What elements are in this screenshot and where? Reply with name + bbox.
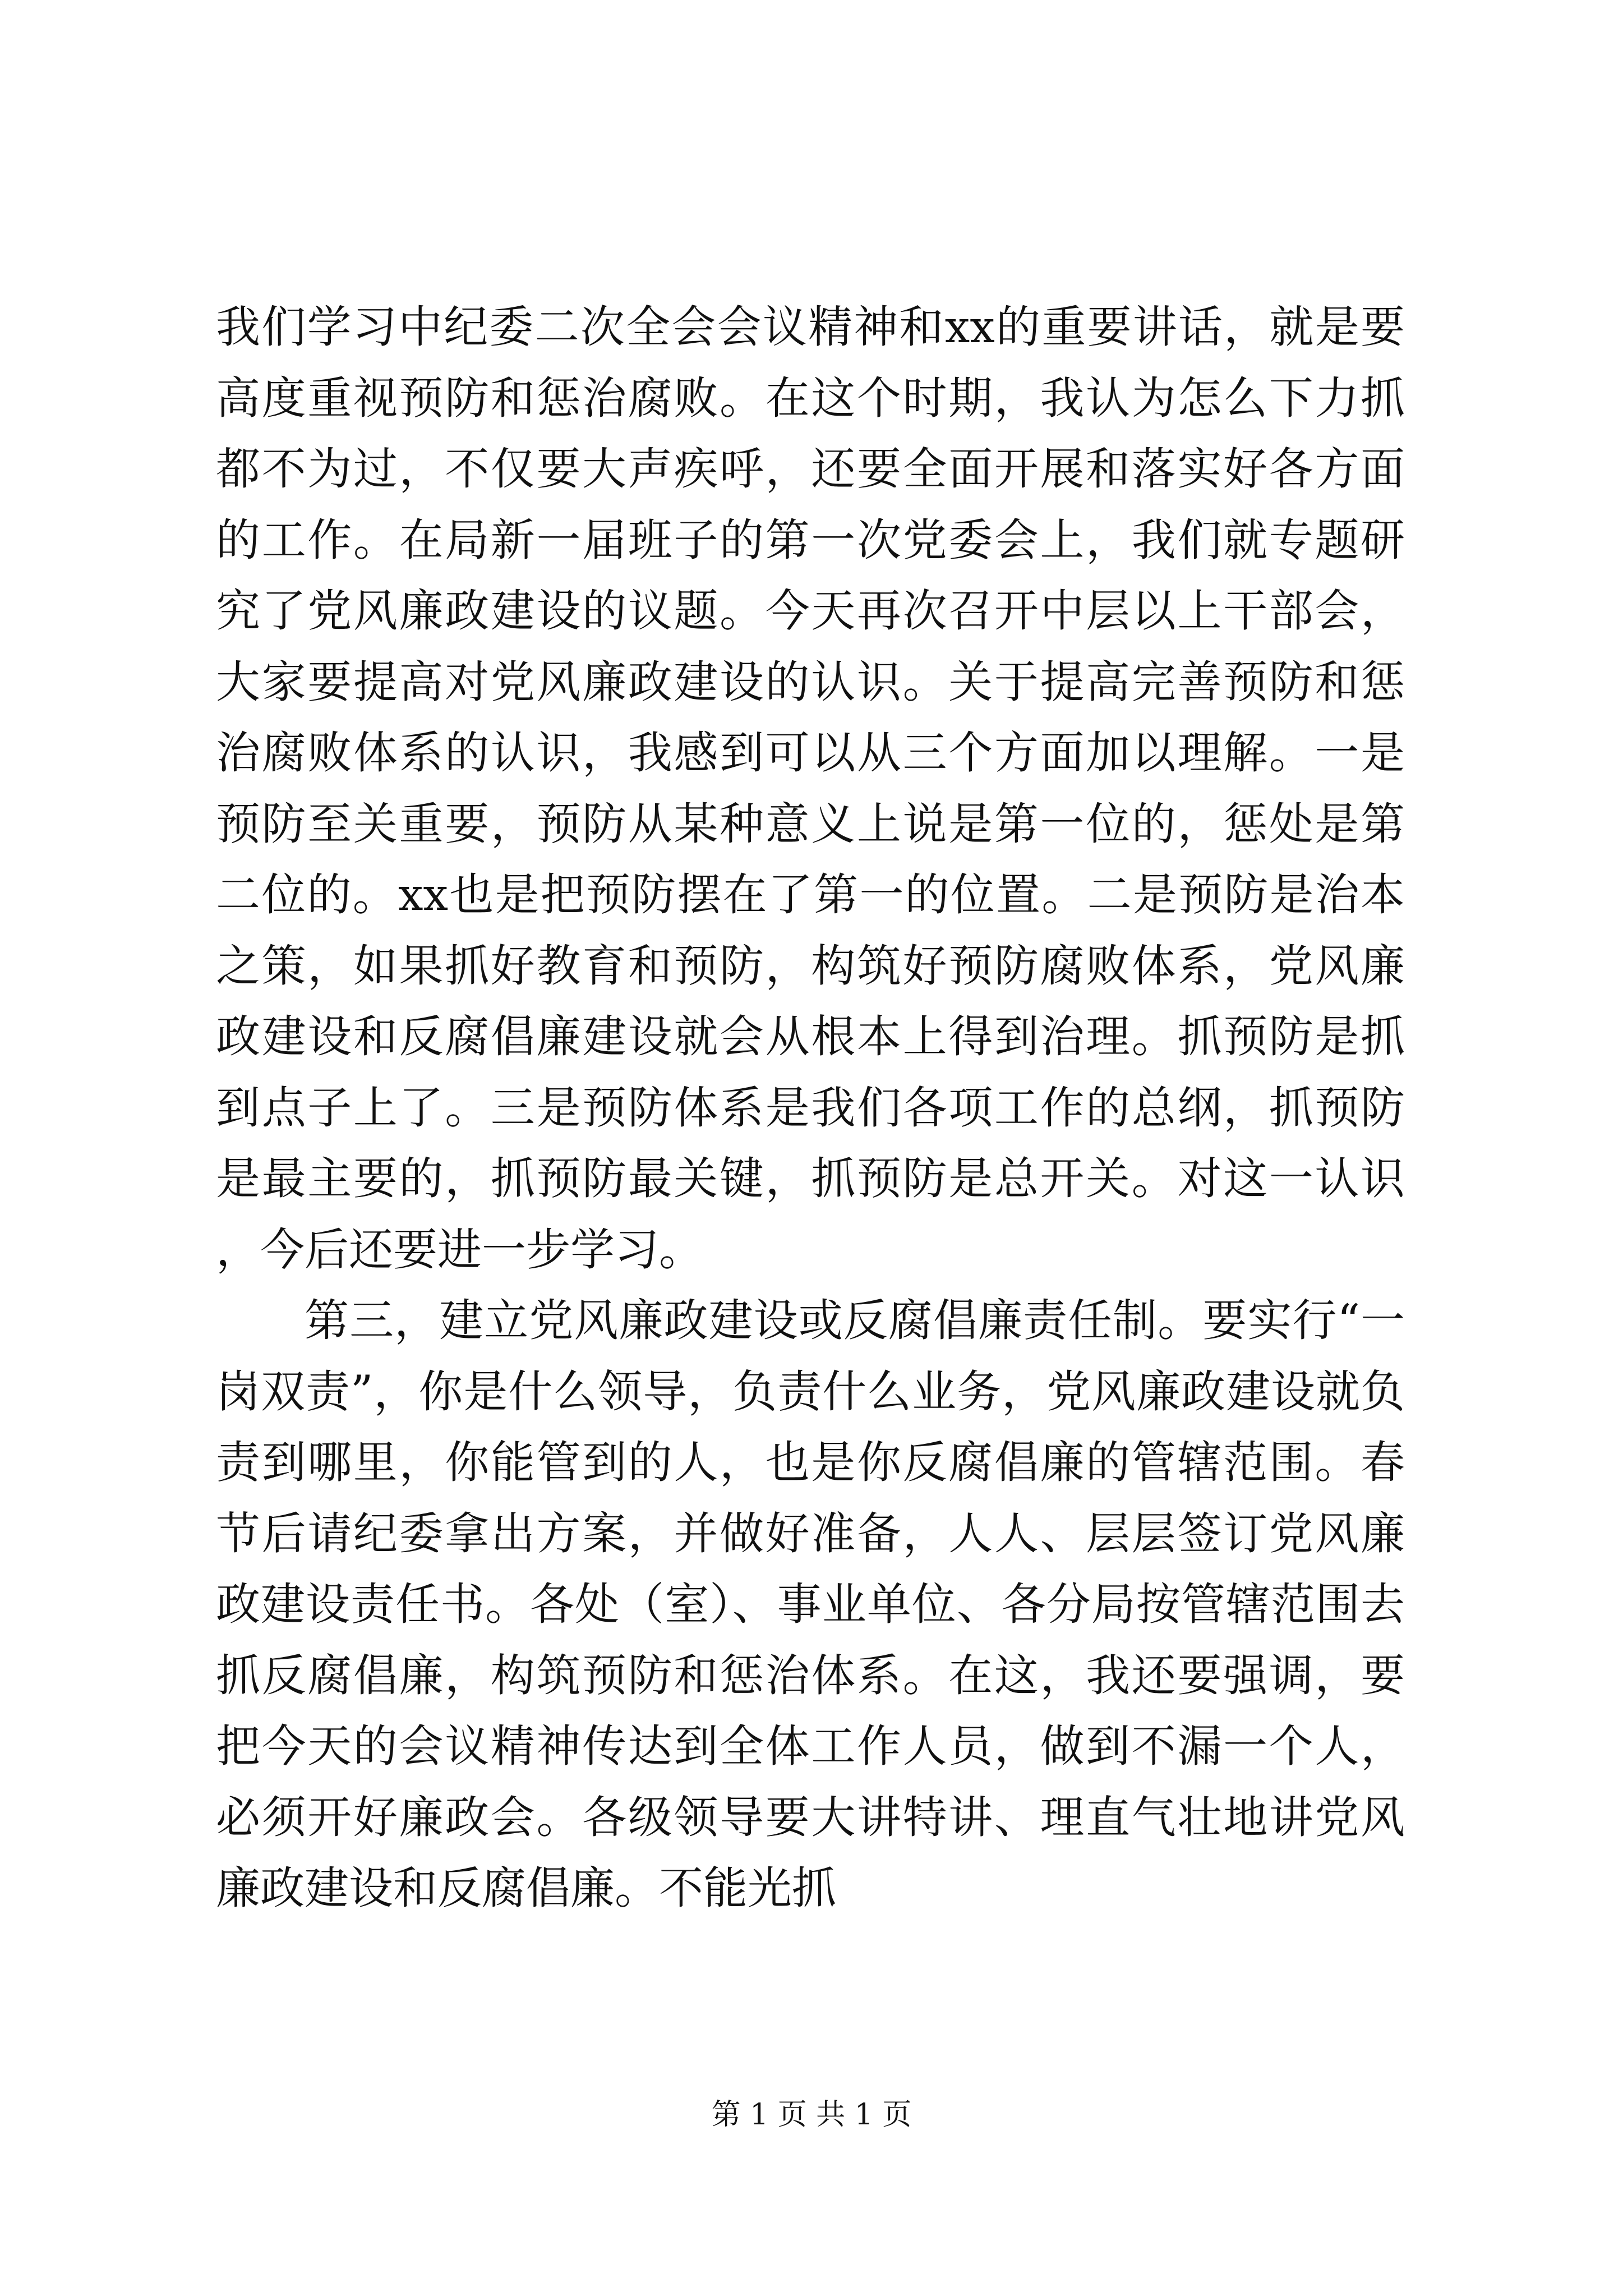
page-footer: 第 1 页 共 1 页 — [711, 2098, 912, 2132]
document-body — [216, 292, 1405, 1924]
paragraph-1: 我们学习中纪委二次全会会议精神和xx的重要讲话，就是要高度重视预防和惩治腐败。在这个时期，我认为怎么下力抓都不为过，不仅要大声疾呼，还要全面开展和落实好各方面的工作。在局新一届班子的第一次党委会上，我们就专题研究了党风廉政建设的议题。今天再次召开中层以上干部会，大家要提高对党风廉政建设的认识。关于提高完善预防和惩治腐败体系的认识，我感到可以从三个方面加以理解。一是预防至关重要，预防从某种意义上说是第一位的，惩处是第二位的。xx也是把预防摆在了第一的位置。二是预防是治本之策，如果抓好教育和预防，构筑好预防腐败体系，党风廉政建设和反腐倡廉建设就会从根本上得到治理。抓预防是抓到点子上了。三是预防体系是我们各项工作的总纲，抓预防是最主要的，抓预防最关键，抓预防是总开关。对这一认识，今后还要进一步学习。 — [216, 301, 1405, 1276]
paragraph-2: 第三，建立党风廉政建设或反腐倡廉责任制。要实行“一岗双责”，你是什么领导，负责什么业务，党风廉政建设就负责到哪里，你能管到的人，也是你反腐倡廉的管辖范围。春节后请纪委拿出方案，并做好准备，人人、层层签订党风廉政建设责任书。各处（室）、事业单位、各分局按管辖范围去抓反腐倡廉，构筑预防和惩治体系。在这，我还要强调，要把今天的会议精神传达到全体工作人员，做到不漏一个人，必须开好廉政会。各级领导要大讲特讲、理直气壮地讲党风廉政建设和反腐倡廉。不能光抓 — [216, 1295, 1405, 1914]
